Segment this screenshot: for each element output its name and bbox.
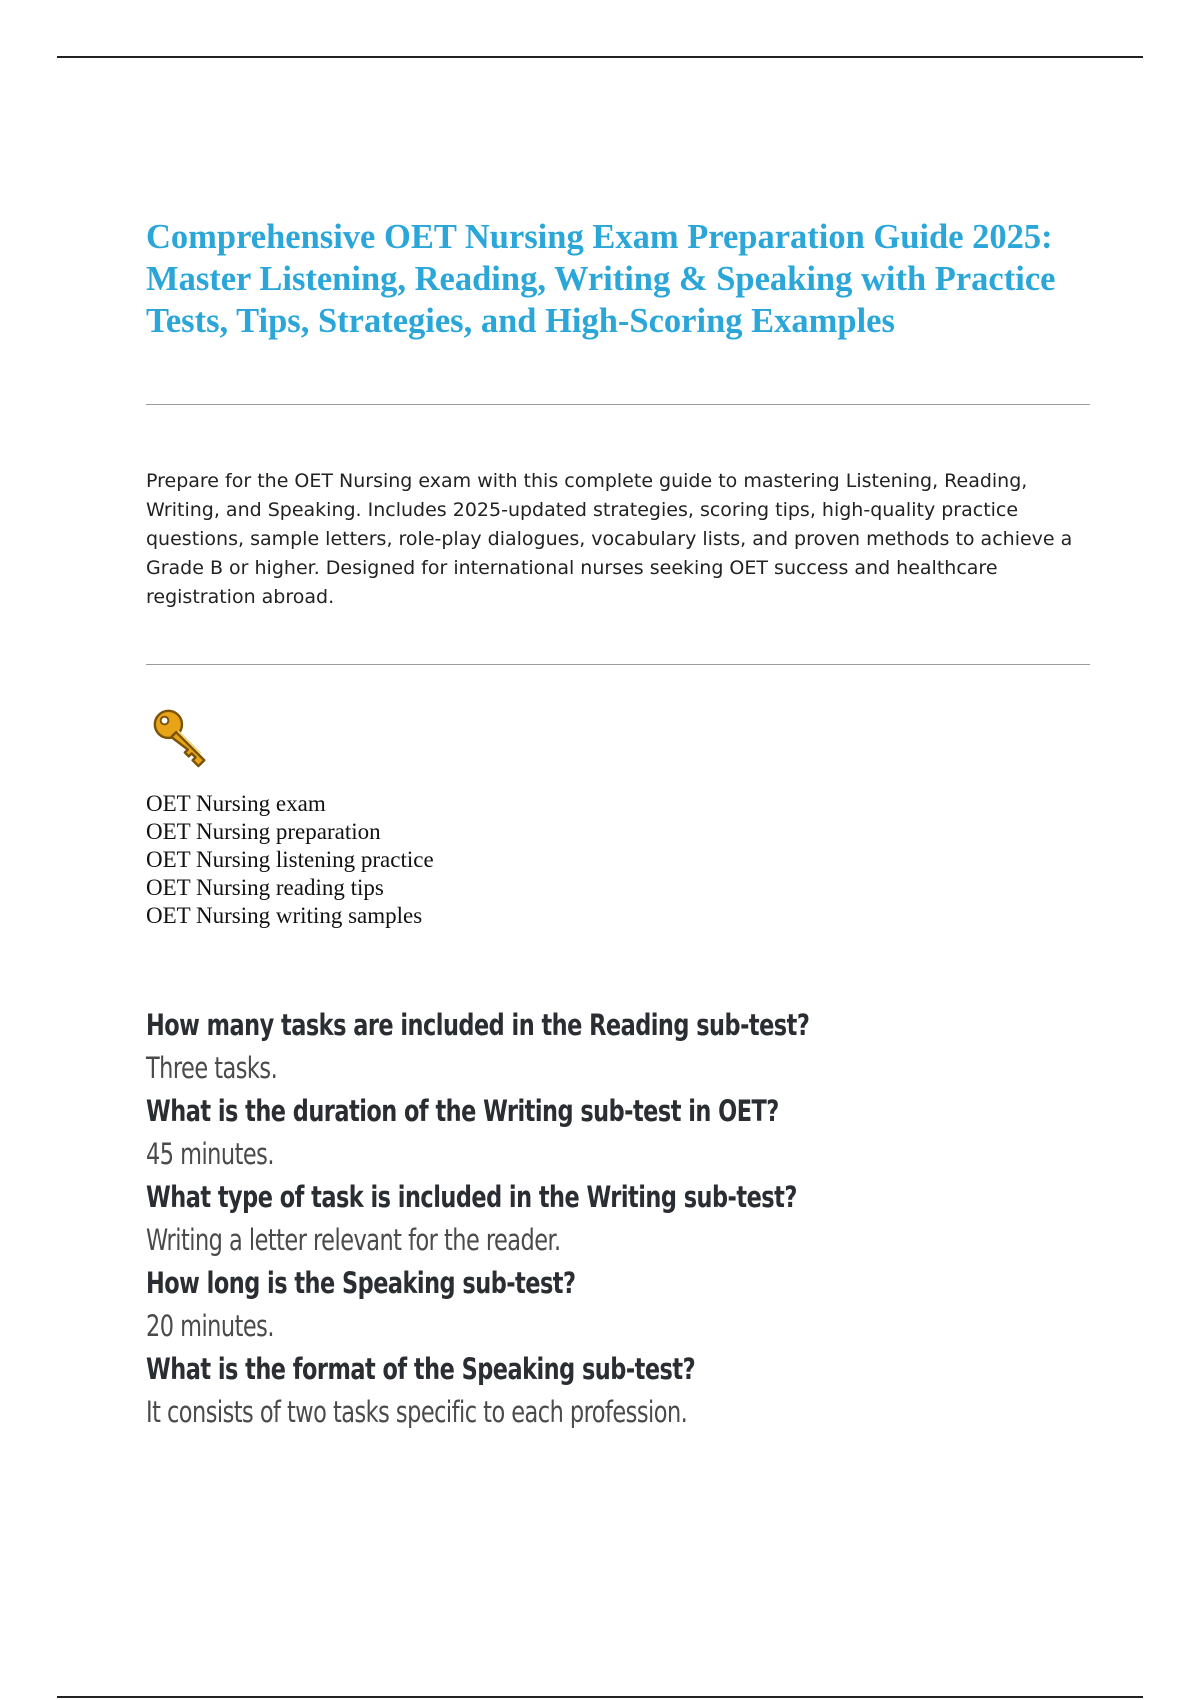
page-top-rule [57,56,1143,58]
keyword-item: OET Nursing listening practice [146,847,434,872]
keyword-item: OET Nursing writing samples [146,903,423,928]
qa-question: How long is the Speaking sub-test? [146,1266,576,1300]
qa-item [146,1176,1090,1262]
key-icon [150,706,212,768]
qa-question: What is the duration of the Writing sub-test in OET? [146,1094,779,1128]
document-summary: Prepare for the OET Nursing exam with this complete guide to mastering Listening, Reading, Writing, and Speaking. Includes 2025-updated strategies, scoring tips, high-quality practice questions, sample letters, role-play dialogues, vocabulary lists, and proven methods to achieve a Grade B or higher. Designed for international nurses seeking OET success and healthcare registration abroad. [146,470,1073,608]
qa-question: What is the format of the Speaking sub-test? [146,1352,696,1386]
keyword-item: OET Nursing preparation [146,819,381,844]
qa-answer: 45 minutes. [146,1137,274,1171]
qa-item [146,1090,1090,1176]
qa-question: What type of task is included in the Writing sub-test? [146,1180,797,1214]
keyword-item: OET Nursing exam [146,791,326,816]
qa-item [146,1348,1090,1434]
document-title: Comprehensive OET Nursing Exam Preparation Guide 2025: Master Listening, Reading, Writing & Speaking with Practice Tests, Tips, Strategies, and High-Scoring Examples [146,218,1056,340]
qa-question: How many tasks are included in the Reading sub-test? [146,1008,810,1042]
qa-answer: It consists of two tasks specific to each profession. [146,1395,688,1429]
qa-answer: Writing a letter relevant for the reader. [146,1223,561,1257]
page-bottom-rule [57,1696,1143,1698]
summary-divider [146,664,1090,665]
keyword-list [146,790,434,930]
title-divider [146,404,1090,405]
qa-answer: 20 minutes. [146,1309,274,1343]
qa-item [146,1004,1090,1090]
qa-answer: Three tasks. [146,1051,278,1085]
qa-item [146,1262,1090,1348]
keyword-item: OET Nursing reading tips [146,875,384,900]
qa-section [146,1004,1090,1434]
